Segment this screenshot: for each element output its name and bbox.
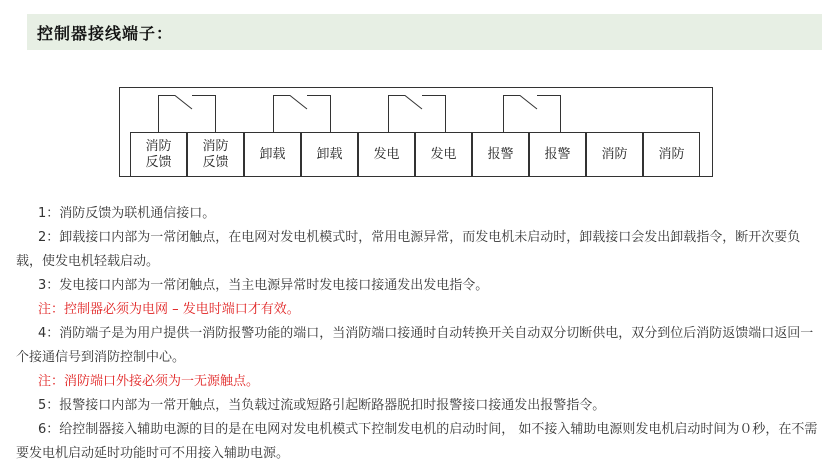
section-title: 控制器接线端子：	[37, 23, 174, 43]
note-item: 1：消防反馈为联机通信接口。	[38, 206, 216, 221]
note-warning: 注：消防端口外接必须为一无源触点。	[38, 374, 260, 389]
section-header	[27, 14, 822, 50]
switch-symbol-1	[158, 95, 216, 133]
note-item: 3：发电接口内部为一常闭触点，当主电源异常时发电接口接通发出发电指令。	[38, 278, 489, 293]
terminal-fire-1	[586, 132, 643, 177]
terminal-fire-2	[643, 132, 700, 177]
switch-symbol-4	[503, 95, 561, 133]
note-warning: 注：控制器必须为电网 – 发电时端口才有效。	[38, 302, 300, 317]
switch-symbol-3	[388, 95, 446, 133]
note-item: 5：报警接口内部为一常开触点，当负载过流或短路引起断路器脱扣时报警接口接通发出报警指令。	[38, 398, 606, 413]
terminal-generate-1	[358, 132, 415, 177]
terminal-label: 消防 反馈	[145, 138, 172, 170]
terminal-label: 发电	[430, 146, 457, 162]
notes-list	[16, 202, 826, 466]
switch-symbol-2	[273, 95, 331, 133]
terminal-fire-feedback-1	[130, 132, 187, 177]
terminal-label: 消防	[658, 146, 685, 162]
terminal-label: 报警	[544, 146, 571, 162]
terminal-unload-2	[301, 132, 358, 177]
terminal-label: 消防	[601, 146, 628, 162]
terminal-generate-2	[415, 132, 472, 177]
note-item: 2：卸载接口内部为一常闭触点，在电网对发电机模式时，常用电源异常，而发电机未启动时，卸载接口会发出卸载指令，断开次要负载，使发电机轻载启动。	[16, 230, 801, 269]
terminal-fire-feedback-2	[187, 132, 244, 177]
terminal-label: 卸载	[316, 146, 343, 162]
terminal-alarm-2	[529, 132, 586, 177]
terminal-label: 报警	[487, 146, 514, 162]
note-item: 4：消防端子是为用户提供一消防报警功能的端口，当消防端口接通时自动转换开关自动双分切断供电，双分到位后消防返馈端口返回一个接通信号到消防控制中心。	[16, 326, 814, 365]
terminal-alarm-1	[472, 132, 529, 177]
terminal-label: 发电	[373, 146, 400, 162]
note-item: 6：给控制器接入辅助电源的目的是在电网对发电机模式下控制发电机的启动时间， 如不接入辅助电源则发电机启动时间为０秒，在不需要发电机启动延时功能时可不用接入辅助电源。	[16, 422, 818, 461]
terminal-diagram	[119, 87, 713, 177]
terminal-label: 卸载	[259, 146, 286, 162]
terminal-unload-1	[244, 132, 301, 177]
terminal-label: 消防 反馈	[202, 138, 229, 170]
